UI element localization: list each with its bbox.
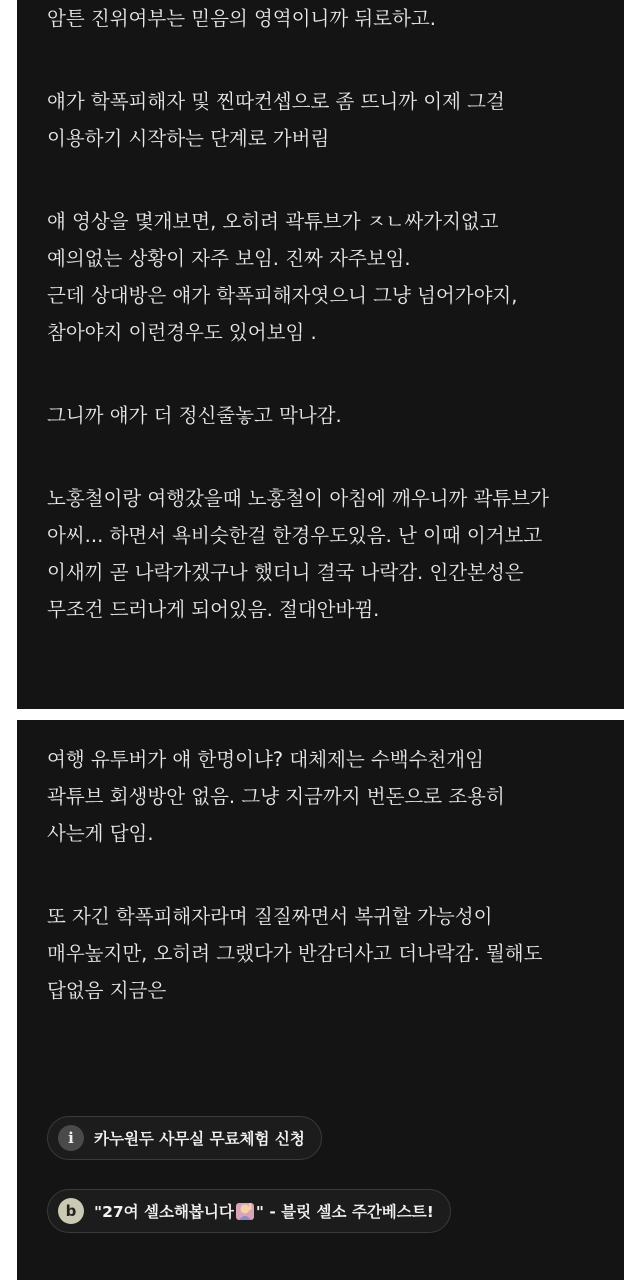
info-link-chip[interactable] [47, 1116, 322, 1160]
post-text-top [47, 3, 606, 631]
paragraph-gap [47, 40, 606, 86]
post-line: 이용하기 시작하는 단계로 가버림 [47, 127, 330, 150]
post-body-bottom [17, 720, 624, 1280]
post-line: 노홍철이랑 여행갔을때 노홍철이 아침에 깨우니까 곽튜브가 [47, 487, 549, 510]
blind-best-link-chip[interactable] [47, 1189, 451, 1233]
post-line: 답없음 지금은 [47, 979, 167, 1002]
paragraph-gap [47, 855, 606, 901]
chip-label-start: "27여 셀소해봅니다 [94, 1203, 234, 1221]
paragraph-gap [47, 160, 606, 206]
person-raising-hand-emoji-icon [235, 1201, 255, 1221]
post-text-bottom [47, 744, 606, 1012]
post-line: 얘 영상을 몇개보면, 오히려 곽튜브가 ㅈㄴ싸가지없고 [47, 210, 499, 233]
info-icon: i [58, 1125, 84, 1151]
post-line: 또 자긴 학폭피해자라며 질질짜면서 복귀할 가능성이 [47, 905, 493, 928]
paragraph-gap [47, 437, 606, 483]
post-line: 예의없는 상황이 자주 보임. 진짜 자주보임. [47, 247, 411, 270]
blind-logo-icon: b [58, 1198, 84, 1224]
post-line: 암튼 진위여부는 믿음의 영역이니까 뒤로하고. [47, 7, 436, 30]
post-line: 얘가 학폭피해자 및 찐따컨셉으로 좀 뜨니까 이제 그걸 [47, 90, 505, 113]
post-line: 이새끼 곧 나락가겠구나 했더니 결국 나락감. 인간본성은 [47, 561, 524, 584]
post-line: 사는게 답임. [47, 822, 154, 845]
post-line: 여행 유투버가 얘 한명이냐? 대체제는 수백수천개임 [47, 748, 484, 771]
post-line: 곽튜브 회생방안 없음. 그냥 지금까지 번돈으로 조용히 [47, 785, 505, 808]
post-line: 매우높지만, 오히려 그랬다가 반감더사고 더나락감. 뭘해도 [47, 942, 543, 965]
paragraph-gap [47, 354, 606, 400]
post-line: 근데 상대방은 얘가 학폭피해자엿으니 그냥 넘어가야지, [47, 284, 518, 307]
post-line: 그니까 얘가 더 정신줄놓고 막나감. [47, 404, 342, 427]
chip-label-end: " - 블릿 셀소 주간베스트! [255, 1203, 434, 1221]
post-body-top [17, 0, 624, 709]
post-line: 무조건 드러나게 되어있음. 절대안바뀜. [47, 598, 380, 621]
chip-label: 카누원두 사무실 무료체험 신청 [94, 1130, 305, 1148]
post-line: 참아야지 이런경우도 있어보임 . [47, 321, 317, 344]
post-line: 아씨... 하면서 욕비슷한걸 한경우도있음. 난 이때 이거보고 [47, 524, 543, 547]
